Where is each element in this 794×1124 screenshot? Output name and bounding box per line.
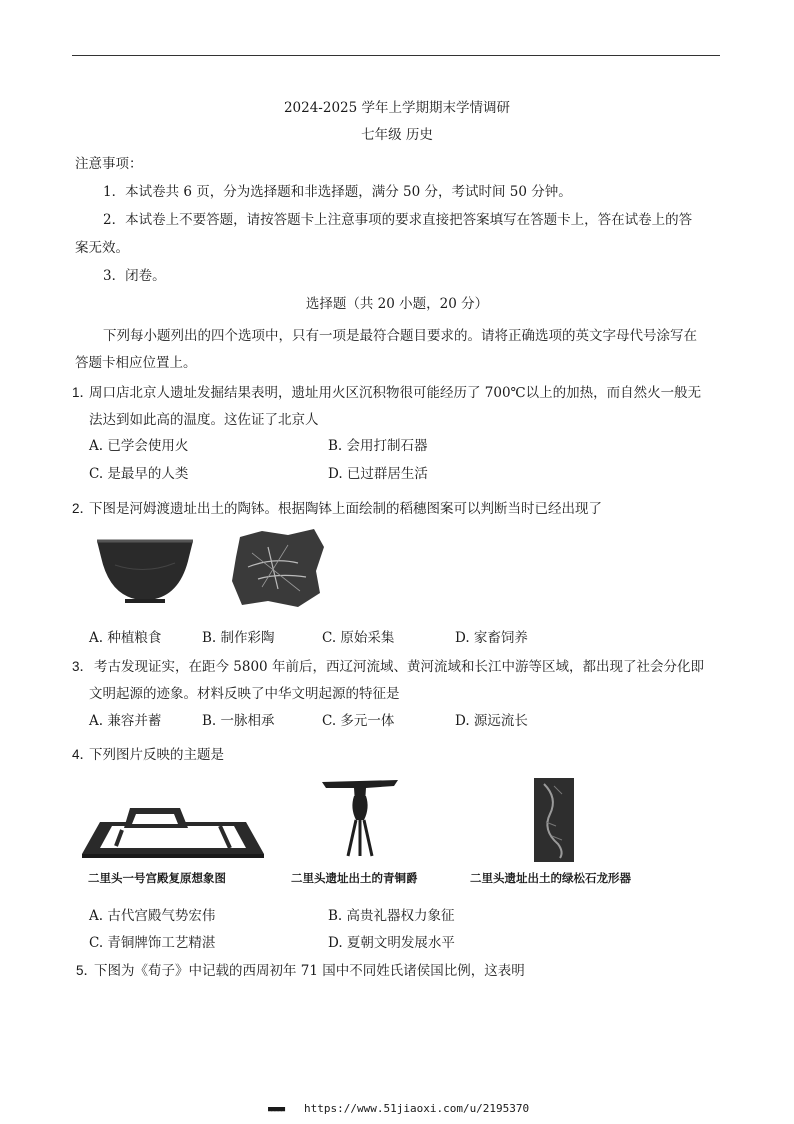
question-text: 周口店北京人遗址发掘结果表明，遗址用火区沉积物很可能经历了 700℃以上的加热，而自然火一般无 bbox=[89, 385, 702, 401]
bronze-jue-image bbox=[320, 778, 400, 858]
notice-item: 3．闭卷。 bbox=[103, 268, 166, 284]
option-d[interactable]: D. 夏朝文明发展水平 bbox=[328, 935, 455, 951]
exam-subtitle: 七年级 历史 bbox=[361, 127, 433, 143]
rice-pattern-shard-image bbox=[228, 527, 328, 609]
question-number: 4． bbox=[72, 747, 94, 762]
option-c[interactable]: C. 原始采集 bbox=[322, 630, 395, 646]
section-instruction: 答题卡相应位置上。 bbox=[75, 355, 197, 371]
image-caption: 二里头遗址出土的绿松石龙形器 bbox=[470, 871, 631, 885]
option-a[interactable]: A. 兼容并蓄 bbox=[89, 713, 162, 729]
palace-reconstruction-image bbox=[80, 800, 266, 862]
pottery-bowl-image bbox=[95, 535, 195, 605]
notice-heading: 注意事项： bbox=[75, 156, 143, 172]
notice-item: 案无效。 bbox=[75, 240, 129, 256]
option-a[interactable]: A. 种植粮食 bbox=[89, 630, 162, 646]
exam-title: 2024-2025 学年上学期期末学情调研 bbox=[283, 100, 511, 116]
header-rule bbox=[72, 55, 720, 56]
question-number: 3． bbox=[72, 659, 94, 674]
image-caption: 二里头一号宫殿复原想象图 bbox=[88, 871, 226, 885]
question-number: 2． bbox=[72, 501, 94, 516]
question-text: 考古发现证实，在距今 5800 年前后，西辽河流域、黄河流域和长江中游等区域，都出现了社会分化即 bbox=[94, 659, 704, 675]
option-a[interactable]: A. 古代宫殿气势宏伟 bbox=[89, 908, 216, 924]
option-c[interactable]: C. 是最早的人类 bbox=[89, 466, 189, 482]
option-b[interactable]: B. 高贵礼器权力象征 bbox=[328, 908, 455, 924]
option-c[interactable]: C. 青铜牌饰工艺精湛 bbox=[89, 935, 216, 951]
option-d[interactable]: D. 已过群居生活 bbox=[328, 466, 428, 482]
question-text: 文明起源的迹象。材料反映了中华文明起源的特征是 bbox=[89, 686, 400, 702]
footer-url[interactable]: https://www.51jiaoxi.com/u/2195370 bbox=[304, 1102, 530, 1115]
image-caption: 二里头遗址出土的青铜爵 bbox=[291, 871, 418, 885]
turquoise-dragon-image bbox=[534, 778, 574, 862]
option-b[interactable]: B. 一脉相承 bbox=[202, 713, 275, 729]
option-b[interactable]: B. 会用打制石器 bbox=[328, 438, 428, 454]
option-c[interactable]: C. 多元一体 bbox=[322, 713, 395, 729]
option-a[interactable]: A. 已学会使用火 bbox=[89, 438, 189, 454]
footer-marks: ■■■■■ bbox=[268, 1105, 285, 1113]
notice-item: 2．本试卷上不要答题，请按答题卡上注意事项的要求直接把答案填写在答题卡上，答在试卷上的答 bbox=[103, 212, 693, 228]
option-d[interactable]: D. 源远流长 bbox=[455, 713, 528, 729]
section-instruction: 下列每小题列出的四个选项中，只有一项是最符合题目要求的。请将正确选项的英文字母代号涂写在 bbox=[103, 328, 697, 344]
question-number: 5． bbox=[76, 963, 98, 978]
question-text: 下图为《荀子》中记载的西周初年 71 国中不同姓氏诸侯国比例，这表明 bbox=[94, 963, 525, 979]
question-text: 下图是河姆渡遗址出土的陶钵。根据陶钵上面绘制的稻穗图案可以判断当时已经出现了 bbox=[89, 501, 602, 517]
notice-item: 1．本试卷共 6 页，分为选择题和非选择题，满分 50 分，考试时间 50 分钟。 bbox=[103, 184, 572, 200]
question-text: 下列图片反映的主题是 bbox=[89, 747, 224, 763]
option-d[interactable]: D. 家畜饲养 bbox=[455, 630, 528, 646]
option-b[interactable]: B. 制作彩陶 bbox=[202, 630, 275, 646]
question-number: 1． bbox=[72, 385, 94, 400]
section-title: 选择题（共 20 小题，20 分） bbox=[305, 296, 489, 312]
question-text: 法达到如此高的温度。这佐证了北京人 bbox=[89, 412, 319, 428]
